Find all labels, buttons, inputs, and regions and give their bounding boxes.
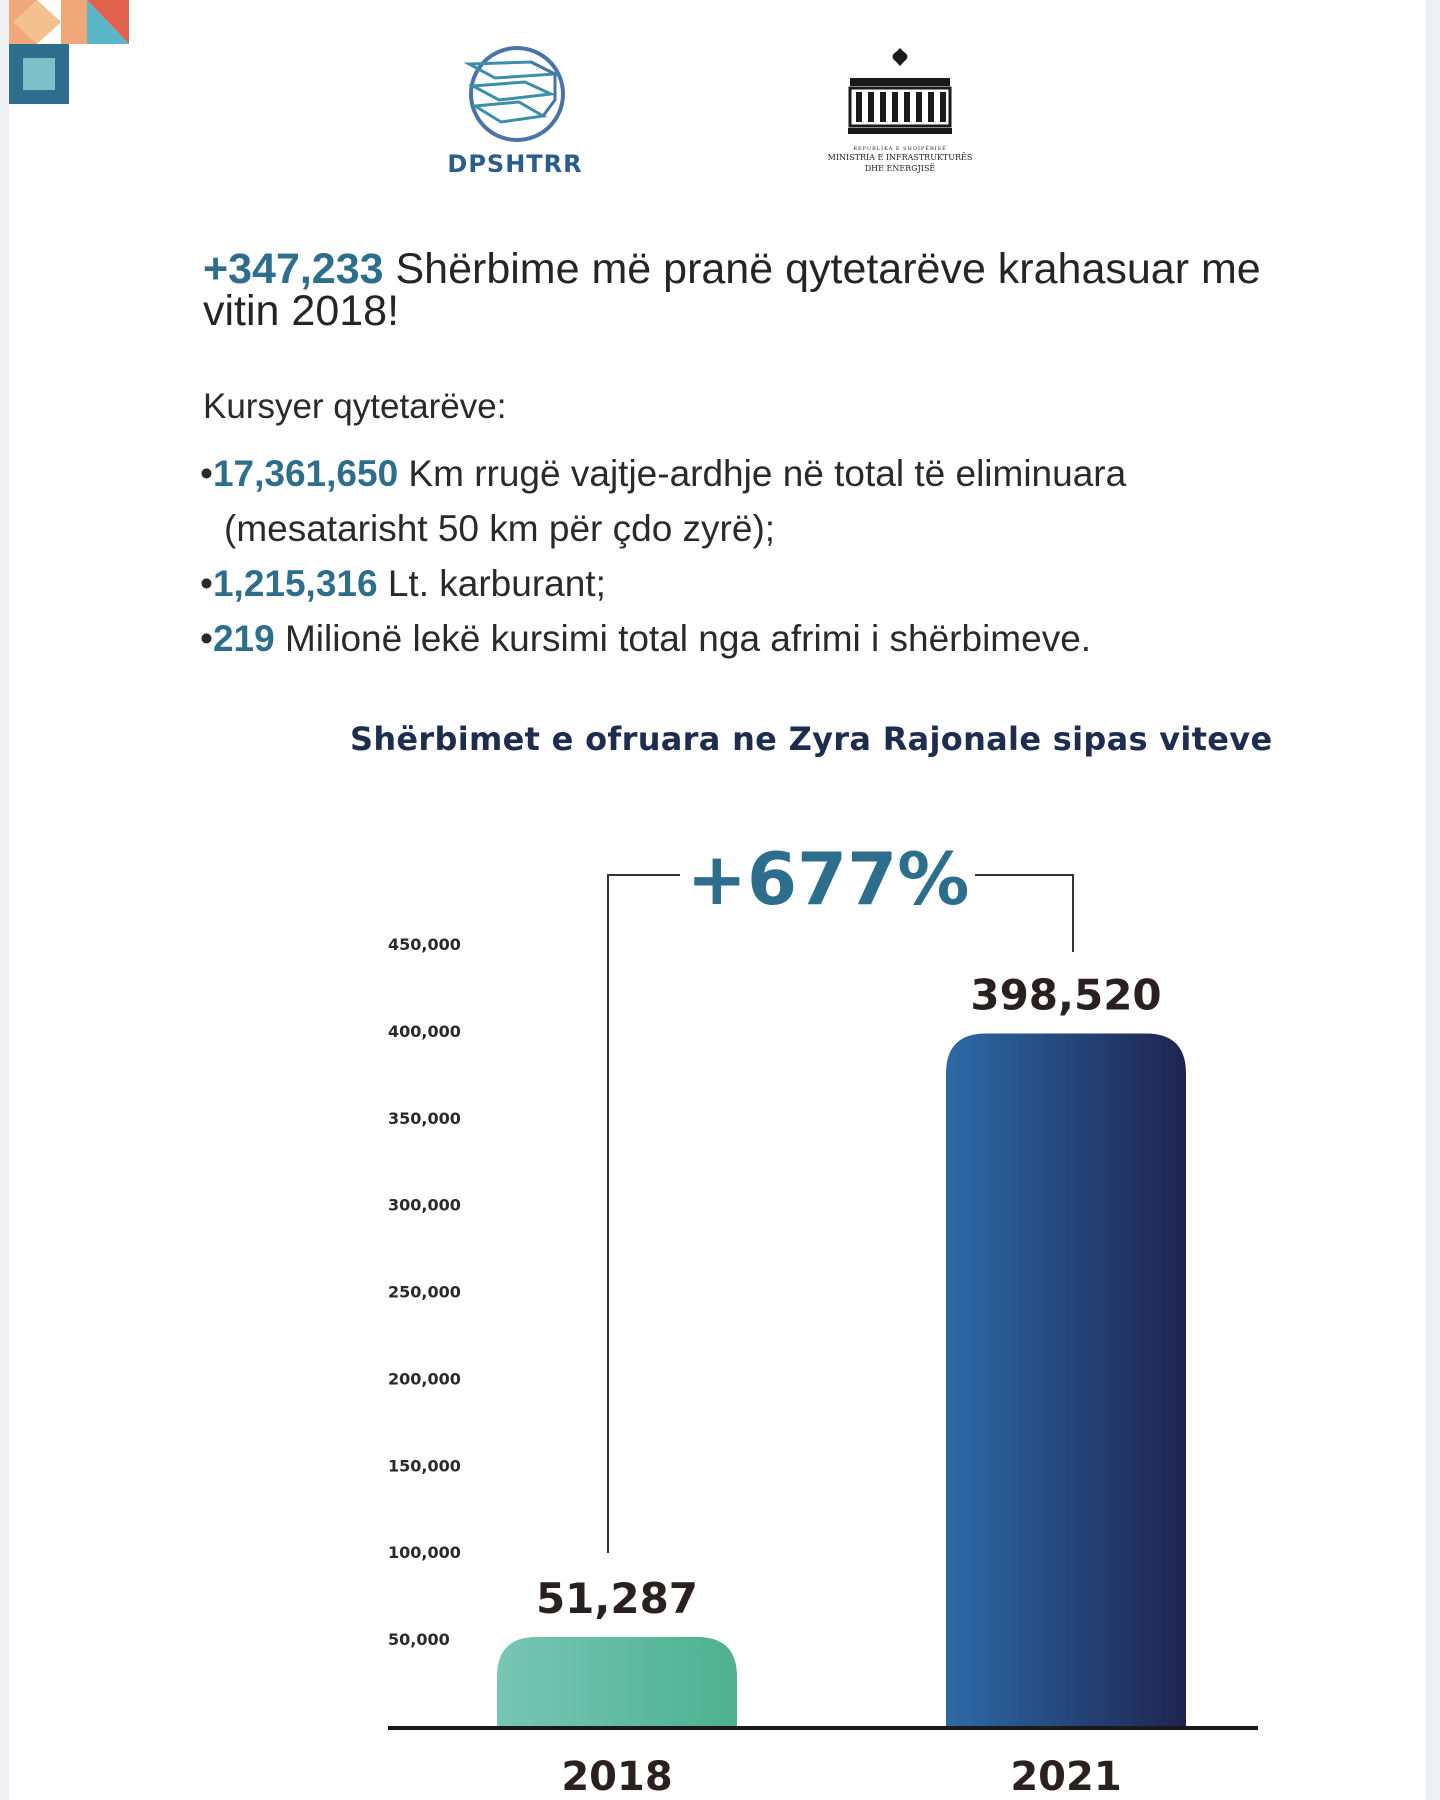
headline-number: +347,233 <box>203 245 384 293</box>
ministry-republic-text: REPUBLIKA E SHQIPËRISË <box>853 146 947 152</box>
y-tick-label: 450,000 <box>388 935 461 954</box>
bar-2021 <box>946 1033 1186 1726</box>
bullet-continuation: (mesatarisht 50 km për çdo zyrë); <box>224 508 776 549</box>
ministry-name-text-2: DHE ENERGJISË <box>864 164 936 173</box>
bullet-dot: • <box>200 618 213 659</box>
y-tick-label: 350,000 <box>388 1108 461 1128</box>
dpshtrr-wordmark: DPSHTRR <box>447 150 583 178</box>
bracket-right <box>975 875 1073 952</box>
bullet-number: 219 <box>212 618 275 659</box>
x-category-label: 2018 <box>561 1754 673 1800</box>
y-tick-label: 200,000 <box>388 1369 461 1389</box>
x-category-label: 2021 <box>1010 1754 1122 1800</box>
y-tick-label: 400,000 <box>388 1021 461 1041</box>
bullet-text: Km rrugë vajtje-ardhje në total të eliminuara <box>398 453 1127 494</box>
growth-annotation: +677% <box>686 837 970 921</box>
bullet-number: 17,361,650 <box>212 453 399 494</box>
y-tick-label: 50,000 <box>388 1630 450 1650</box>
bullet-text: Milionë lekë kursimi total nga afrimi i shërbimeve. <box>274 618 1092 659</box>
y-tick-label: 250,000 <box>388 1282 461 1302</box>
bullet-dot: • <box>200 453 213 494</box>
headline-text: Shërbime më pranë qytetarëve krahasuar me vitin 2018! <box>203 245 1261 335</box>
bullet-dot: • <box>200 563 213 604</box>
ministry-name-text: MINISTRIA E INFRASTRUKTURËS <box>827 153 973 162</box>
y-tick-label: 300,000 <box>388 1195 461 1215</box>
bullet-text: Lt. karburant; <box>377 563 606 604</box>
bullet-number: 1,215,316 <box>212 563 378 604</box>
bar-2018 <box>497 1637 737 1726</box>
y-tick-label: 100,000 <box>388 1543 461 1563</box>
bar-value-label: 398,520 <box>970 970 1162 1020</box>
bracket-left <box>608 875 680 1553</box>
savings-label: Kursyer qytetarëve: <box>203 387 507 426</box>
bar-value-label: 51,287 <box>535 1573 699 1623</box>
chart-title: Shërbimet e ofruara ne Zyra Rajonale sipas viteve <box>350 720 1273 758</box>
y-tick-label: 150,000 <box>388 1456 461 1476</box>
